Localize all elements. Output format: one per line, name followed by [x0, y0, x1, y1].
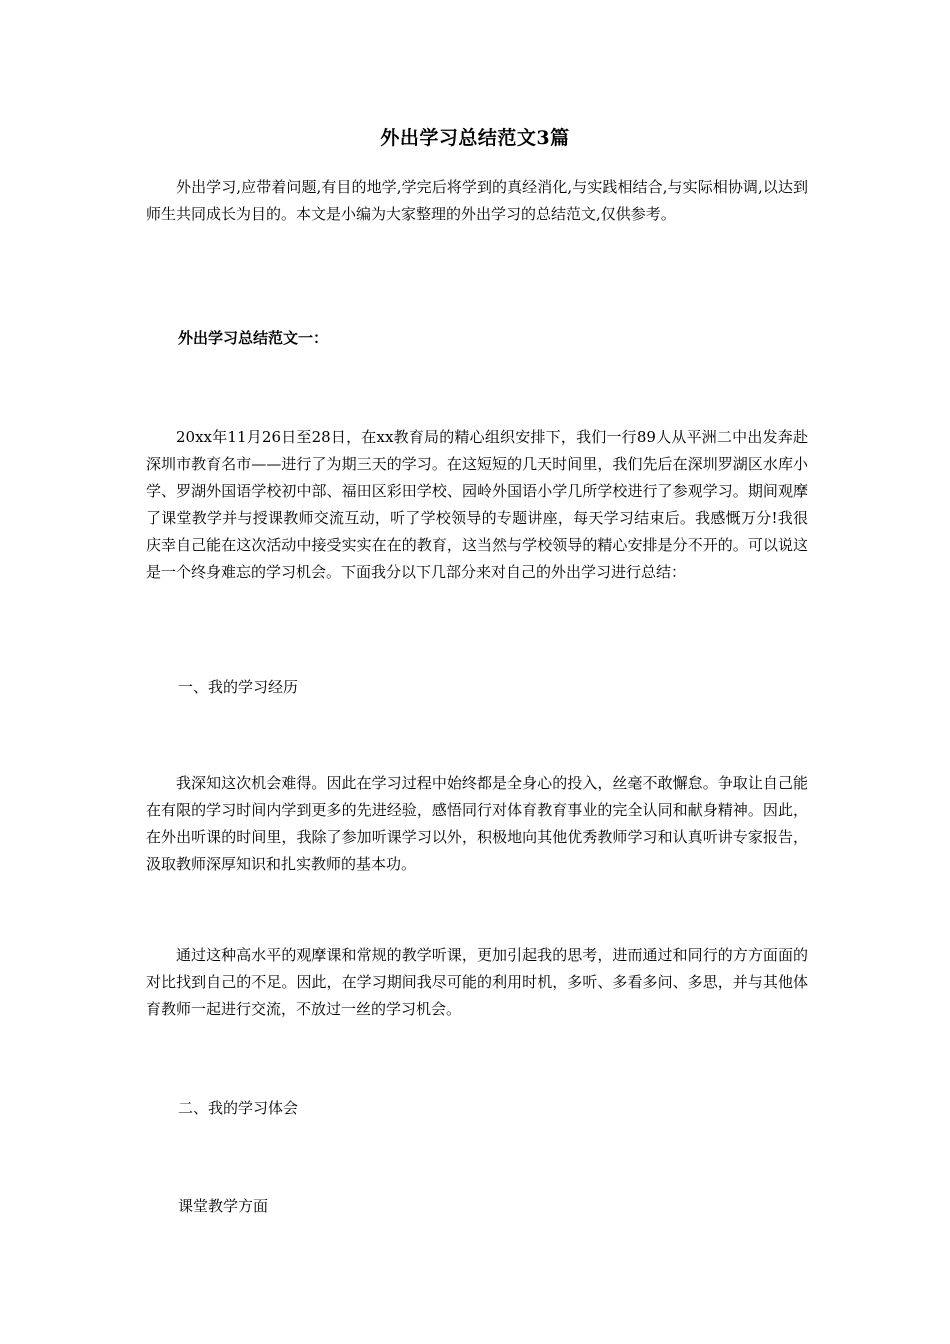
document-title: 外出学习总结范文3篇 [380, 127, 570, 149]
heading-learning-insights: 二、我的学习体会 [178, 1099, 299, 1117]
heading-learning-experience: 一、我的学习经历 [178, 678, 299, 696]
body-paragraph-1: 20xx年11月26日至28日，在xx教育局的精心组织安排下，我们一行89人从平洲二中出发奔赴深圳市教育名市——进行了为期三天的学习。在这短短的几天时间里，我们先后在深圳罗湖区水库小学、罗湖外国语学校初中部、福田区彩田学校、园岭外国语小学几所学校进行了参观学习。期间观摩了课堂教学并与授课教师交流互动，听了学校领导的专题讲座，每天学习结束后。我感慨万分!我很庆幸自己能在这次活动中接受实实在在的教育，这当然与学校领导的精心安排是分不开的。可以说这是一个终身难忘的学习机会。下面我分以下几部分来对自己的外出学习进行总结： [146, 428, 808, 581]
section-one-title: 外出学习总结范文一： [178, 329, 329, 347]
body-paragraph-3: 通过这种高水平的观摩课和常规的教学听课，更加引起我的思考，进而通过和同行的方方面面的对比找到自己的不足。因此，在学习期间我尽可能的利用时机，多听、多看多问、多思，并与其他体育教师一起进行交流，不放过一丝的学习机会。 [146, 946, 808, 1018]
body-paragraph-2: 我深知这次机会难得。因此在学习过程中始终都是全身心的投入，丝毫不敢懈怠。争取让自己能在有限的学习时间内学到更多的先进经验，感悟同行对体育教育事业的完全认同和献身精神。因此，在外出听课的时间里，我除了参加听课学习以外，积极地向其他优秀教师学习和认真听讲专家报告，汲取教师深厚知识和扎实教师的基本功。 [146, 774, 808, 873]
intro-paragraph: 外出学习,应带着问题,有目的地学,学完后将学到的真经消化,与实践相结合,与实际相协调,以达到师生共同成长为目的。本文是小编为大家整理的外出学习的总结范文,仅供参考。 [146, 178, 808, 223]
heading-classroom-teaching: 课堂教学方面 [178, 1197, 269, 1215]
